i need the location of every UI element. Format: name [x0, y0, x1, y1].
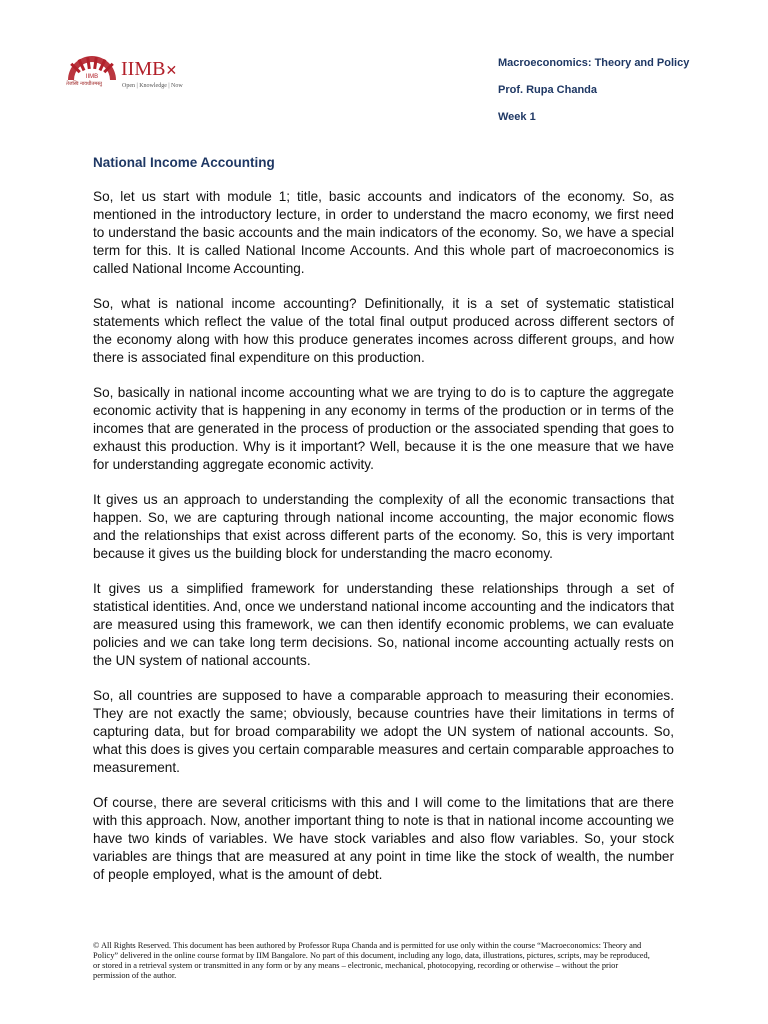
paragraph: It gives us a simplified framework for understanding these relationships through a set of statistical identities. And, once we understand national income accounting and the indicators that are measured using this framework, we can then identify economic problems, we can evaluate policies and we can take long term decisions. So, national income accounting actually rests on the UN system of national accounts. [93, 581, 674, 668]
paragraph: So, basically in national income accounting what we are trying to do is to capture the aggregate economic activity that is happening in any economy in terms of the production or in terms of the incomes that are generated in the process of production or the associated spending that goes to exhaust this production. Why is it important? Well, because it is the one measure that we have for understanding aggregate economic activity. [93, 385, 674, 472]
document-header [498, 57, 689, 138]
professor-name: Prof. Rupa Chanda [498, 84, 598, 96]
paragraph: So, what is national income accounting? Definitionally, it is a set of systematic statistical statements which reflect the value of the total final output produced across different sectors of the economy along with how this produce generates incomes across different groups, and how there is associated final expenditure on this production. [93, 296, 674, 365]
iimb-logo [66, 56, 206, 96]
logo-tagline: Open | Knowledge | Now [122, 83, 183, 89]
iimb-emblem-icon [66, 56, 122, 82]
paragraph: Of course, there are several criticisms with this and I will come to the limitations that are there with this approach. Now, another important thing to note is that in national income accounting we have two kinds of variables. We have stock variables and also flow variables. So, your stock variables are things that are measured at any point in time like the stock of wealth, the number of people employed, what is the amount of debt. [93, 795, 674, 882]
page-title: National Income Accounting [93, 155, 275, 170]
document-body [93, 188, 674, 901]
course-title: Macroeconomics: Theory and Policy [498, 57, 690, 69]
logo-brand-text: IIMB✕ [121, 58, 178, 80]
week-label: Week 1 [498, 111, 536, 123]
paragraph: It gives us an approach to understanding the complexity of all the economic transactions that happen. So, we are capturing through national income accounting, the major economic flows and the relationships that exist across different parts of the economy. So, this is very important because it gives us the building block for understanding the macro economy. [93, 492, 674, 561]
logo-circle-text: IIMB [85, 74, 99, 80]
logo-motto: तेजस्वि नावधीतमस्तु [66, 81, 103, 87]
paragraph: So, all countries are supposed to have a comparable approach to measuring their economies. They are not exactly the same; obviously, because countries have their limitations in terms of capturing data, but for broad comparability we adopt the UN system of national accounts. So, what this does is gives you certain comparable measures and certain comparable approaches to measurement. [93, 688, 674, 775]
paragraph: So, let us start with module 1; title, basic accounts and indicators of the economy. So, as mentioned in the introductory lecture, in order to understand the macro economy, we first need to understand the basic accounts and the main indicators of the economy. So, we have a special term for this. It is called National Income Accounts. And this whole part of macroeconomics is called National Income Accounting. [93, 189, 674, 276]
logo-x-icon: ✕ [165, 63, 178, 79]
copyright-footer: © All Rights Reserved. This document has been authored by Professor Rupa Chanda and is permitted for use only within the course “Macroeconomics: Theory and Policy” delivered in the online course format by IIM Bangalore. No part of this document, including any logo, data, illustrations, pictures, scripts, may be reproduced, or stored in a retrieval system or transmitted in any form or by any means – electronic, mechanical, photocopying, recording or otherwise – without the prior permission of the author. [93, 941, 650, 980]
